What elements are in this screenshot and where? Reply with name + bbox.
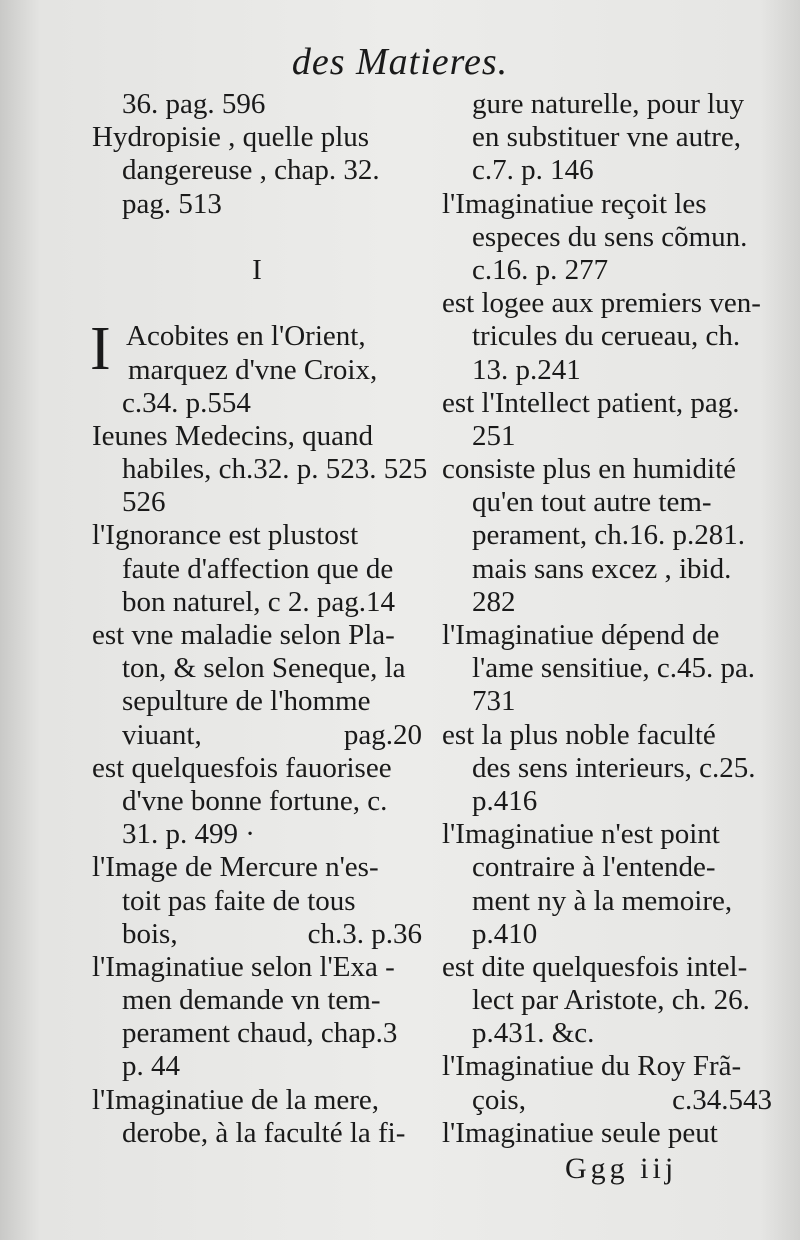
index-line: l'ame sensitiue, c.45. pa. bbox=[472, 652, 756, 685]
index-line: Hydropisie , quelle plus bbox=[92, 121, 370, 154]
index-line: l'Imaginatiue selon l'Exa - bbox=[92, 950, 395, 983]
index-line: dangereuse , chap. 32. bbox=[122, 154, 380, 187]
index-line: men demande vn tem- bbox=[122, 984, 381, 1017]
running-header: des Matieres. bbox=[291, 41, 509, 83]
index-line: perament, ch.16. p.281. bbox=[472, 519, 746, 552]
index-line: perament chaud, chap.3 bbox=[122, 1017, 398, 1050]
index-line: c.16. p. 277 bbox=[472, 253, 609, 286]
index-line: est dite quelquesfois intel- bbox=[442, 950, 748, 983]
index-line: 731 bbox=[472, 685, 516, 718]
index-page-ref: c.34.543 bbox=[672, 1083, 772, 1116]
index-line: p. 44 bbox=[122, 1050, 180, 1083]
index-line: tricules du cerueau, ch. bbox=[472, 320, 741, 353]
index-line: sepulture de l'homme bbox=[122, 685, 371, 718]
index-line bbox=[92, 221, 422, 254]
index-line: 282 bbox=[472, 585, 516, 618]
index-line: c.7. p. 146 bbox=[472, 154, 594, 187]
index-line: I bbox=[252, 253, 262, 286]
index-line: 31. p. 499 · bbox=[122, 818, 255, 851]
index-line: derobe, à la faculté la fi- bbox=[122, 1116, 406, 1149]
index-line: Ieunes Medecins, quand bbox=[92, 419, 374, 452]
index-line bbox=[442, 1084, 772, 1117]
index-entry-text: viuant, bbox=[122, 718, 202, 751]
index-page-ref: pag.20 bbox=[343, 718, 422, 751]
index-line: p.416 bbox=[472, 784, 538, 817]
index-line: 36. pag. 596 bbox=[122, 88, 266, 120]
index-line: lect par Aristote, ch. 26. bbox=[472, 984, 750, 1017]
index-line: l'Ignorance est plustost bbox=[92, 519, 359, 552]
index-line: l'Imaginatiue du Roy Frã- bbox=[442, 1050, 742, 1083]
index-line: 251 bbox=[472, 419, 516, 452]
index-line: contraire à l'entende- bbox=[472, 851, 716, 884]
index-entry-text: çois, bbox=[472, 1083, 526, 1116]
index-line: gure naturelle, pour luy bbox=[472, 88, 745, 120]
index-line: l'Image de Mercure n'es- bbox=[92, 851, 379, 884]
index-column-left bbox=[90, 88, 428, 1150]
index-line: p.410 bbox=[472, 917, 538, 950]
index-line: p.431. &c. bbox=[472, 1017, 595, 1050]
drop-cap: I bbox=[90, 315, 111, 384]
index-entry-text: bois, bbox=[122, 917, 178, 950]
index-line: bon naturel, c 2. pag.14 bbox=[122, 585, 396, 618]
index-line: l'Imaginatiue n'est point bbox=[442, 818, 720, 851]
index-line: 13. p.241 bbox=[472, 353, 581, 386]
index-line: d'vne bonne fortune, c. bbox=[122, 784, 388, 817]
index-line bbox=[92, 719, 422, 752]
index-line: l'Imaginatiue seule peut bbox=[442, 1116, 718, 1149]
index-line: 526 bbox=[122, 486, 166, 519]
index-line: mais sans excez , ibid. bbox=[472, 552, 732, 585]
index-line: marquez d'vne Croix, bbox=[128, 353, 378, 386]
index-line: l'Imaginatiue reçoit les bbox=[442, 187, 707, 220]
index-line: l'Imaginatiue de la mere, bbox=[92, 1083, 380, 1116]
index-line: consiste plus en humidité bbox=[442, 453, 736, 486]
index-line: pag. 513 bbox=[122, 187, 222, 220]
index-line: faute d'affection que de bbox=[122, 552, 394, 585]
index-page-ref: ch.3. p.36 bbox=[307, 917, 422, 950]
index-line: c.34. p.554 bbox=[122, 386, 251, 419]
index-line bbox=[92, 918, 422, 951]
index-line: est quelquesfois fauorisee bbox=[92, 751, 392, 784]
index-line: habiles, ch.32. p. 523. 525 bbox=[122, 453, 428, 486]
index-line: est logee aux premiers ven- bbox=[442, 287, 761, 320]
index-line: ton, & selon Seneque, la bbox=[122, 652, 406, 685]
index-line: especes du sens cõmun. bbox=[472, 220, 748, 253]
index-line: est la plus noble faculté bbox=[442, 718, 716, 751]
index-line: est vne maladie selon Pla- bbox=[92, 619, 395, 651]
index-line: ment ny à la memoire, bbox=[472, 884, 733, 917]
index-line bbox=[92, 287, 422, 320]
index-line: l'Imaginatiue dépend de bbox=[442, 619, 720, 651]
signature-mark: Ggg iij bbox=[565, 1152, 678, 1185]
index-entry-text: Acobites en l'Orient, bbox=[126, 320, 366, 353]
index-line: est l'Intellect patient, pag. bbox=[442, 386, 740, 419]
index-line: toit pas faite de tous bbox=[122, 884, 356, 917]
index-line: qu'en tout autre tem- bbox=[472, 486, 712, 519]
index-column-right bbox=[442, 88, 772, 1150]
index-line: des sens interieurs, c.25. bbox=[472, 751, 756, 784]
index-line: en substituer vne autre, bbox=[472, 121, 741, 154]
